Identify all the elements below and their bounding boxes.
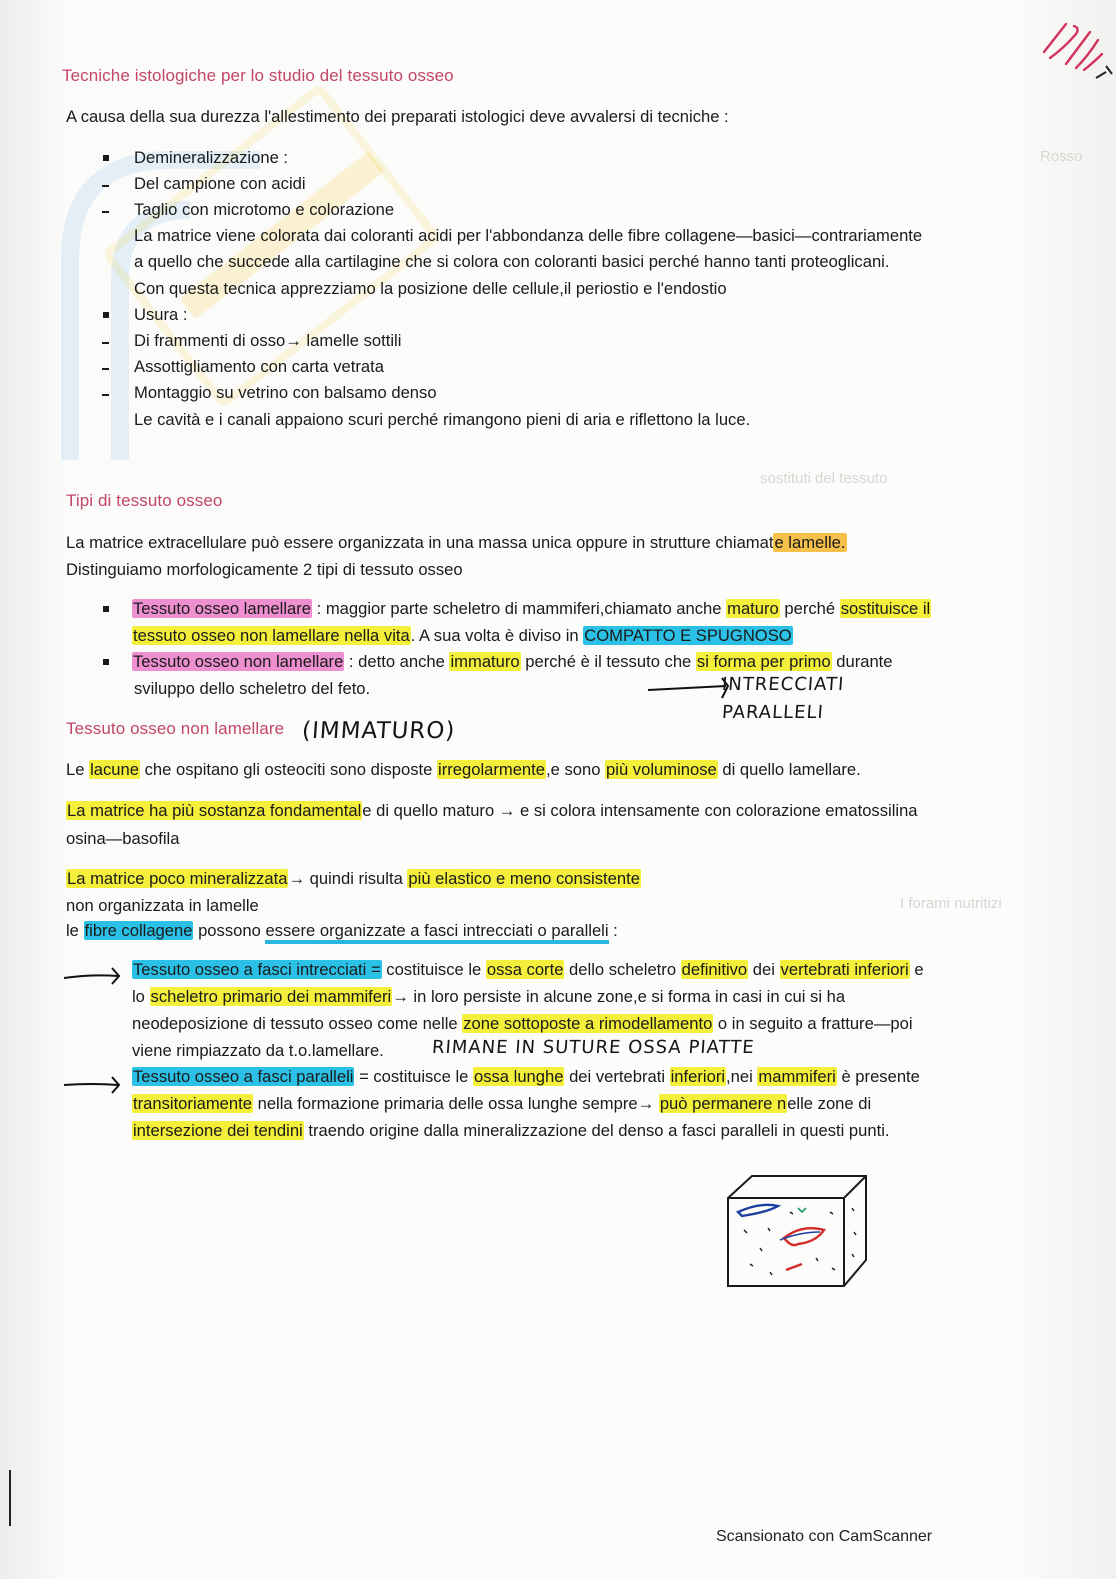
bleed-through-text: Rosso (1040, 148, 1083, 165)
list-item-paralleli-cont: intersezione dei tendini traendo origine dalla mineralizzazione del denso a fasci paralleli in questi punti. (133, 1121, 890, 1140)
paragraph-line: le fibre collagene possono essere organizzate a fasci intrecciati o paralleli : (66, 921, 618, 941)
corner-handwriting-mark (1036, 4, 1114, 84)
paragraph-line: La matrice extracellulare può essere organizzata in una massa unica oppure in strutture chiamate lamelle. (66, 533, 846, 552)
intro-text: A causa della sua durezza l'allestimento dei preparati istologici deve avvalersi di tecniche : (66, 107, 729, 126)
bone-block-sketch (720, 1168, 870, 1296)
list-item: Assottigliamento con carta vetrata (134, 357, 384, 376)
list-item: Taglio con microtomo e colorazione (134, 200, 395, 219)
paragraph-line: La matrice ha più sostanza fondamentale di quello maturo → e si colora intensamente con colorazione ematossilina (67, 801, 918, 820)
list-item-intrecciati-cont: viene rimpiazzato da t.o.lamellare. (132, 1041, 384, 1060)
list-item-paralleli: Tessuto osseo a fasci paralleli = costituisce le ossa lunghe dei vertebrati inferiori,nei mammiferi è presente (133, 1067, 920, 1086)
list-item-non-lamellare-cont: sviluppo dello scheletro del feto. (134, 679, 371, 698)
list-item-intrecciati: Tessuto osseo a fasci intrecciati = costituisce le ossa corte dello scheletro definitivo dei vertebrati inferiori e (133, 960, 924, 979)
list-item-lamellare: Tessuto osseo lamellare : maggior parte scheletro di mammiferi,chiamato anche maturo perché sostituisce il (133, 599, 931, 618)
hand-arrow-icon (646, 676, 732, 710)
highlight: e lamelle. (774, 533, 846, 552)
paragraph-line: Distinguiamo morfologicamente 2 tipi di tessuto osseo (66, 560, 463, 579)
paragraph-line: osina—basofila (66, 829, 180, 848)
list-item-intrecciati-cont: lo scheletro primario dei mammiferi→ in loro persiste in alcune zone,e si forma in casi in cui si ha (132, 987, 846, 1006)
bullet-dash (102, 368, 109, 370)
bullet-dash (102, 211, 109, 213)
bleed-through-text: I forami nutritizi (900, 895, 1002, 912)
paragraph-line: Con questa tecnica apprezziamo la posizione delle cellule,il periostio e l'endostio (134, 279, 727, 298)
list-item-intrecciati-cont: neodeposizione di tessuto osseo come nelle zone sottoposte a rimodellamento o in seguito a fratture—poi (132, 1014, 913, 1033)
paragraph-line: a quello che succede alla cartilagine che si colora con coloranti basici perché hanno tanti proteoglicani. (134, 252, 890, 271)
handwritten-note: PARALLELI (721, 702, 825, 723)
paragraph-line: La matrice poco mineralizzata→ quindi risulta più elastico e meno consistente (67, 869, 640, 888)
list-item: Di frammenti di osso→ lamelle sottili (134, 331, 402, 350)
section-title: Tipi di tessuto osseo (66, 491, 223, 510)
bullet-dash (102, 185, 109, 187)
scan-edge-line (9, 1470, 11, 1526)
section-title: Tessuto osseo non lamellare (66, 719, 285, 738)
bullet-dash (102, 342, 109, 344)
bullet-square (103, 155, 109, 161)
handwritten-note: INTRECCIATI (721, 674, 846, 695)
list-item-paralleli-cont: transitoriamente nella formazione primaria delle ossa lunghe sempre→ può permanere nelle zone di (133, 1094, 872, 1113)
list-heading: Demineralizzazione : (134, 148, 289, 167)
list-item-lamellare-cont: tessuto osseo non lamellare nella vita. A sua volta è diviso in COMPATTO E SPUGNOSO (133, 626, 792, 645)
paragraph-line: La matrice viene colorata dai coloranti acidi per l'abbondanza delle fibre collagene—basici—contrariamente (134, 226, 923, 245)
handwritten-note: (IMMATURO) (301, 718, 457, 744)
scanner-footer: Scansionato con CamScanner (716, 1528, 933, 1545)
list-item: Montaggio su vetrino con balsamo denso (134, 383, 437, 402)
list-item: Del campione con acidi (134, 174, 306, 193)
bleed-through-text: sostituti del tessuto (760, 470, 888, 487)
hand-arrow-icon (62, 964, 124, 986)
bullet-square (103, 606, 109, 612)
hand-arrow-icon (62, 1073, 124, 1095)
paragraph-line: Le lacune che ospitano gli osteociti sono disposte irregolarmente,e sono più voluminose di quello lamellare. (66, 760, 861, 779)
list-item-non-lamellare: Tessuto osseo non lamellare : detto anche immaturo perché è il tessuto che si forma per primo durante (133, 652, 893, 671)
bullet-square (103, 312, 109, 318)
bullet-square (103, 659, 109, 665)
paragraph-line: Le cavità e i canali appaiono scuri perché rimangono pieni di aria e riflettono la luce. (134, 410, 751, 429)
section-title: Tecniche istologiche per lo studio del tessuto osseo (62, 66, 454, 85)
list-heading: Usura : (134, 305, 188, 324)
paragraph-line: non organizzata in lamelle (66, 896, 259, 915)
bullet-dash (102, 394, 109, 396)
handwritten-note: RIMANE IN SUTURE OSSA PIATTE (431, 1037, 756, 1058)
